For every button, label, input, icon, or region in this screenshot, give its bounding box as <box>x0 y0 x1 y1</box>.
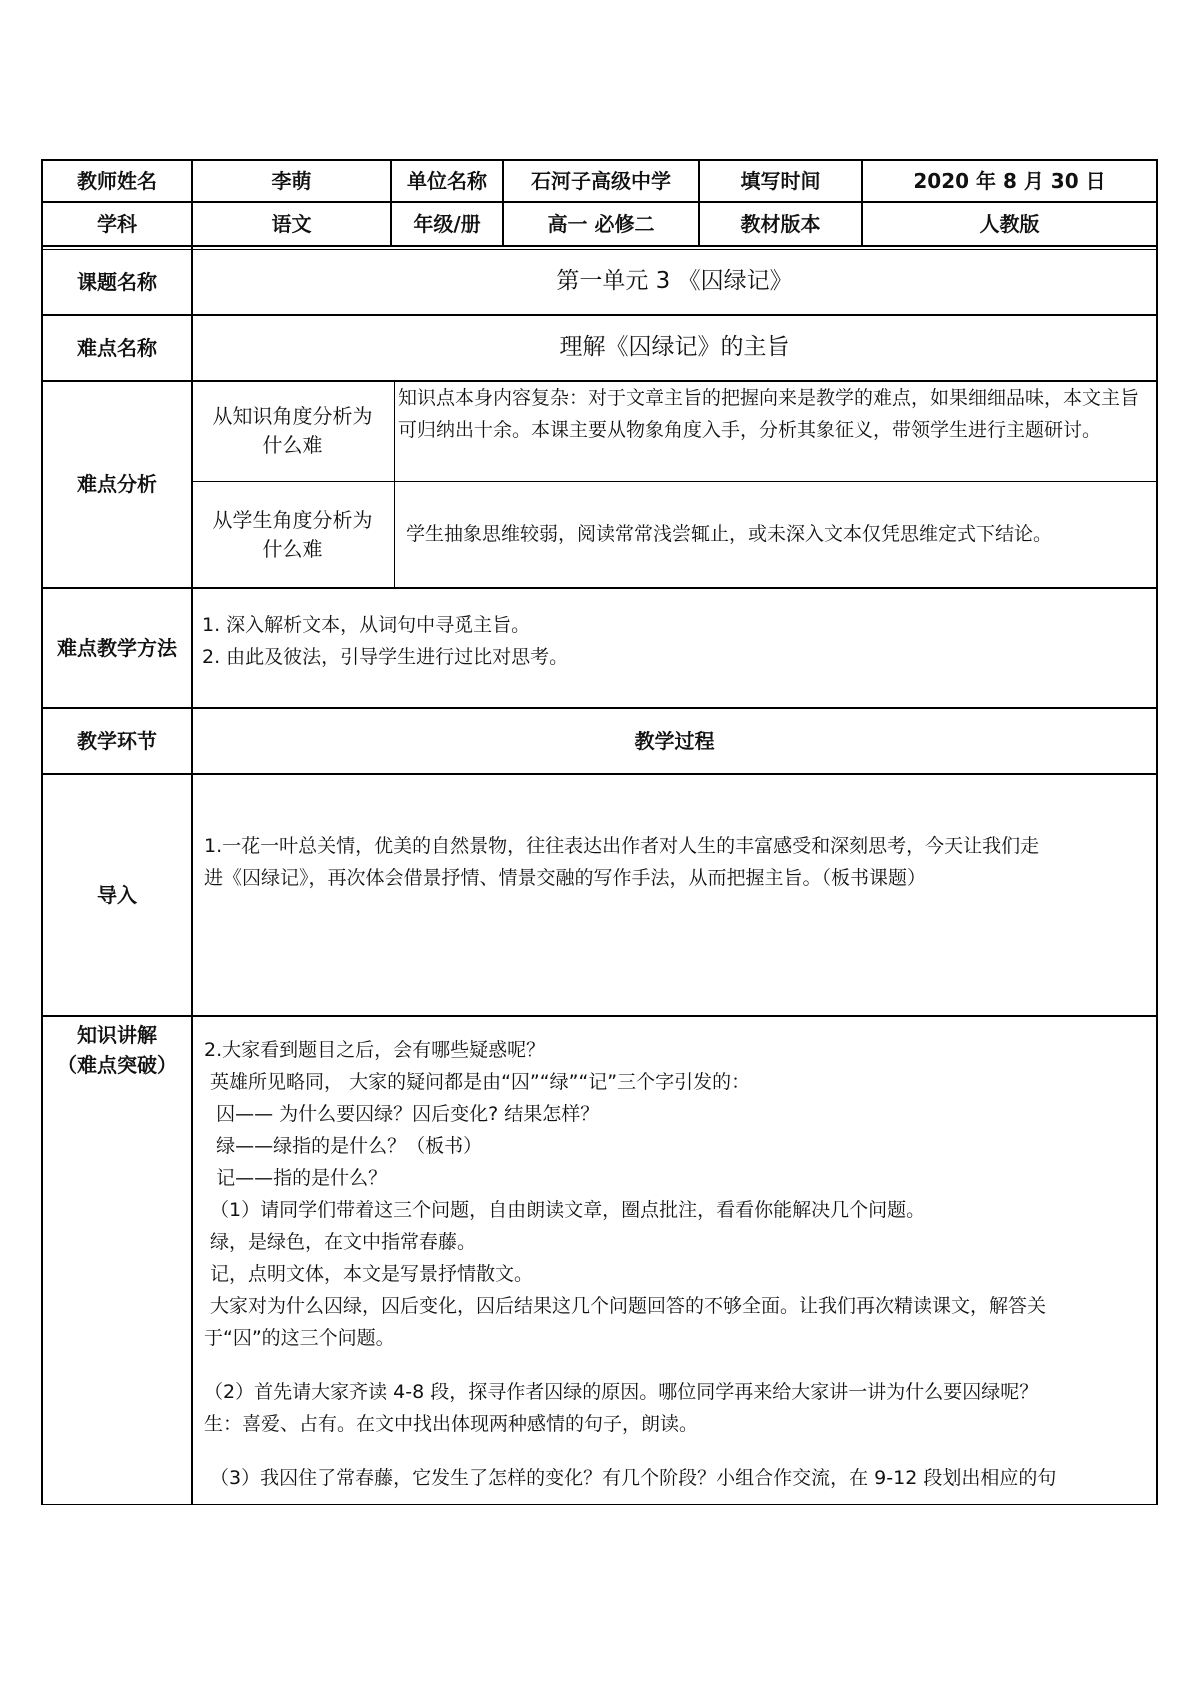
knowledge-line: 记，点明文体，本文是写景抒情散文。 <box>204 1263 534 1285</box>
knowledge-lines <box>204 1034 1154 1504</box>
table-border <box>41 380 1158 382</box>
knowledge-angle-text: 知识点本身内容复杂：对于文章主旨的把握向来是教学的难点，如果细细品味，本文主旨可归纳出十余。本课主要从物象角度入手，分析其象征义，带领学生进行主题研讨。 <box>398 387 1140 441</box>
table-border <box>41 707 1158 709</box>
knowledge-line <box>204 1354 1154 1376</box>
subject-value: 语文 <box>271 211 312 236</box>
unit-name-label: 单位名称 <box>407 168 487 193</box>
table-border <box>41 1504 1158 1505</box>
knowledge-line: 于“囚”的这三个问题。 <box>204 1327 395 1349</box>
knowledge-line: 生：喜爱、占有。在文中找出体现两种感情的句子，朗读。 <box>204 1413 699 1435</box>
teacher-name-value: 李萌 <box>271 168 312 193</box>
intro-label: 导入 <box>97 882 137 907</box>
table-border <box>192 481 1157 482</box>
difficulty-value: 理解《囚绿记》的主旨 <box>559 334 790 361</box>
method-line: 1. 深入解析文本，从词句中寻觅主旨。 <box>202 614 531 636</box>
knowledge-line <box>204 1440 1154 1462</box>
knowledge-line: 英雄所见略同， 大家的疑问都是由“囚”“绿”“记”三个字引发的： <box>204 1071 751 1093</box>
table-border <box>41 201 1158 203</box>
difficulty-label: 难点名称 <box>77 335 157 360</box>
knowledge-line: 记——指的是什么？ <box>204 1167 388 1189</box>
fill-date-label: 填写时间 <box>740 168 821 193</box>
unit-name-value: 石河子高级中学 <box>531 168 671 193</box>
table-border <box>41 773 1158 775</box>
stage-header: 教学环节 <box>77 728 157 753</box>
table-border <box>502 159 504 247</box>
knowledge-angle-label: 从知识角度分析为什么难 <box>212 404 373 457</box>
table-border <box>390 159 392 247</box>
knowledge-line: （3）我囚住了常春藤，它发生了怎样的变化？有几个阶段？小组合作交流，在 9-12 段划出相应的句 <box>204 1467 1057 1489</box>
teacher-name-label: 教师姓名 <box>77 168 157 193</box>
method-label: 难点教学方法 <box>57 635 177 660</box>
table-border <box>1156 159 1158 1505</box>
table-border <box>41 159 1158 161</box>
topic-value: 第一单元 3 《囚绿记》 <box>556 268 793 295</box>
table-border <box>41 587 1158 589</box>
knowledge-label-line1: 知识讲解 <box>77 1023 157 1047</box>
student-angle-label: 从学生角度分析为什么难 <box>212 508 373 561</box>
table-border <box>698 159 700 247</box>
grade-value: 高一 必修二 <box>547 211 655 236</box>
student-angle-text: 学生抽象思维较弱，阅读常常浅尝辄止，或未深入文本仅凭思维定式下结论。 <box>406 523 1053 546</box>
knowledge-line: （1）请同学们带着这三个问题，自由朗读文章，圈点批注，看看你能解决几个问题。 <box>204 1199 926 1221</box>
table-border <box>41 1015 1158 1017</box>
method-line: 2. 由此及彼法，引导学生进行过比对思考。 <box>202 646 569 668</box>
intro-lines <box>204 830 1154 910</box>
table-border <box>191 159 193 1505</box>
table-border <box>41 314 1158 316</box>
method-lines <box>202 609 1152 689</box>
intro-line: 进《囚绿记》，再次体会借景抒情、情景交融的写作手法，从而把握主旨。（板书课题） <box>204 867 927 889</box>
table-border <box>41 159 43 1505</box>
knowledge-label <box>42 1018 192 1098</box>
knowledge-line: 绿，是绿色，在文中指常春藤。 <box>204 1231 477 1253</box>
edition-label: 教材版本 <box>740 211 821 236</box>
table-border <box>41 245 1158 247</box>
knowledge-line: 绿——绿指的是什么？（板书） <box>204 1135 483 1157</box>
edition-value: 人教版 <box>979 211 1040 236</box>
intro-line: 1.一花一叶总关情，优美的自然景物，往往表达出作者对人生的丰富感受和深刻思考，今天让我们走 <box>204 835 1040 857</box>
subject-label: 学科 <box>97 211 137 236</box>
fill-date-value: 2020 年 8 月 30 日 <box>913 168 1106 193</box>
topic-label: 课题名称 <box>77 269 157 294</box>
knowledge-line: 2.大家看到题目之后，会有哪些疑惑呢？ <box>204 1039 546 1061</box>
knowledge-line: 大家对为什么囚绿，囚后变化，囚后结果这几个问题回答的不够全面。让我们再次精读课文，解答关 <box>204 1295 1047 1317</box>
knowledge-label-line2: （难点突破） <box>57 1053 177 1077</box>
process-header: 教学过程 <box>634 728 715 753</box>
analysis-label: 难点分析 <box>77 471 157 496</box>
table-border <box>394 381 395 587</box>
grade-label: 年级/册 <box>413 211 481 236</box>
table-border <box>861 159 863 247</box>
knowledge-line: （2）首先请大家齐读 4-8 段，探寻作者囚绿的原因。哪位同学再来给大家讲一讲为什么要囚绿呢？ <box>204 1381 1039 1403</box>
table-border <box>41 249 1158 250</box>
knowledge-line: 囚—— 为什么要囚绿？囚后变化? 结果怎样？ <box>204 1103 600 1125</box>
